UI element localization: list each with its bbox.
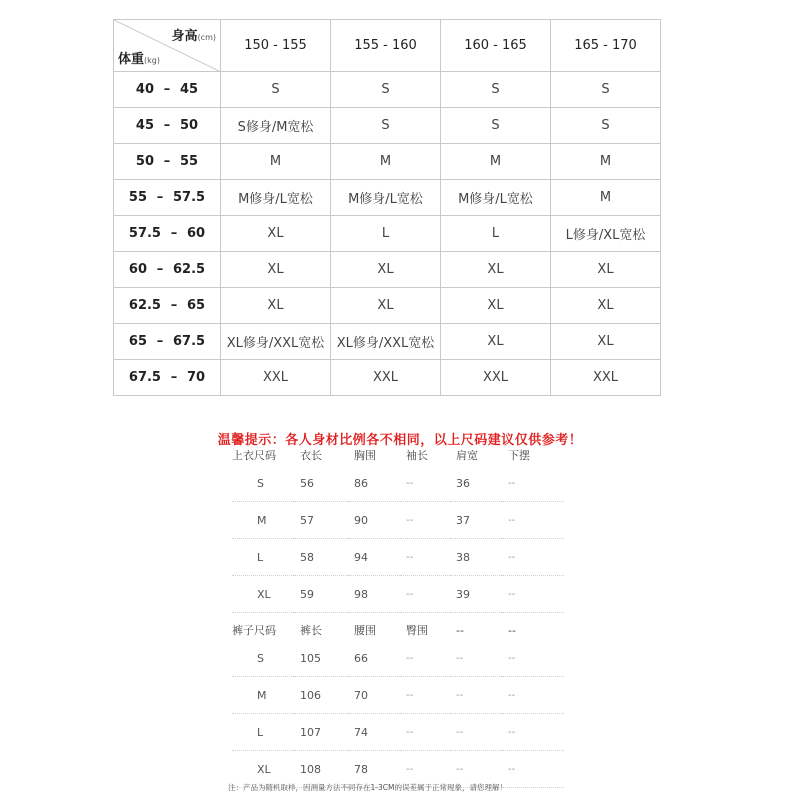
measurement-value: 105 xyxy=(294,640,348,677)
size-cell: S xyxy=(441,72,551,108)
measurement-header: 上衣尺码 xyxy=(232,449,276,462)
measurement-value: -- xyxy=(400,751,450,788)
size-cell: XXL xyxy=(551,360,661,396)
weight-to: 65 xyxy=(186,298,206,313)
size-cell: XL xyxy=(221,288,331,324)
grid-row xyxy=(114,180,661,216)
measurement-header: 腰围 xyxy=(354,624,376,637)
measurement-value: -- xyxy=(400,502,450,539)
height-range-header: 160 - 165 xyxy=(441,20,551,72)
measurement-value: 106 xyxy=(294,677,348,714)
measurement-value: -- xyxy=(502,714,564,751)
size-cell: M xyxy=(551,144,661,180)
weight-to: 67.5 xyxy=(173,334,206,349)
measurement-value: 78 xyxy=(348,751,400,788)
size-label: L xyxy=(232,714,294,751)
size-cell: M修身/L宽松 xyxy=(221,180,331,216)
weight-from: 67.5 xyxy=(128,370,161,385)
weight-to: 57.5 xyxy=(173,190,206,205)
size-cell: XXL xyxy=(331,360,441,396)
weight-to: 45 xyxy=(180,82,199,97)
size-cell: S xyxy=(551,108,661,144)
measurement-value: 86 xyxy=(348,465,400,502)
measurement-header: 胸围 xyxy=(354,449,376,462)
measurement-value: -- xyxy=(450,714,502,751)
size-cell: XL xyxy=(441,288,551,324)
size-cell: L修身/XL宽松 xyxy=(551,216,661,252)
size-cell: XL xyxy=(551,252,661,288)
measurement-header-row xyxy=(232,445,564,465)
size-recommendation-grid xyxy=(113,19,661,396)
size-cell: S xyxy=(331,72,441,108)
measurement-value: -- xyxy=(400,640,450,677)
grid-row xyxy=(114,216,661,252)
weight-range-cell xyxy=(114,144,221,180)
measurement-header: 裤长 xyxy=(300,624,322,637)
measurement-value: -- xyxy=(400,465,450,502)
measurement-value: -- xyxy=(400,714,450,751)
measurement-value: -- xyxy=(400,576,450,613)
range-separator: – xyxy=(156,334,164,349)
measurement-value: 94 xyxy=(348,539,400,576)
size-cell: S xyxy=(441,108,551,144)
measurement-value: -- xyxy=(502,465,564,502)
size-cell: S xyxy=(551,72,661,108)
size-cell: M xyxy=(221,144,331,180)
measurement-note: 注：产品为随机取样，因测量方法不同存在1-3CM的误差属于正常现象，请您理解！ xyxy=(228,783,507,792)
measurement-header: 下摆 xyxy=(508,449,530,462)
measurement-value: -- xyxy=(502,576,564,613)
weight-axis-label: 体重(kg) xyxy=(118,52,160,67)
weight-from: 65 xyxy=(128,334,147,349)
size-cell: XL xyxy=(331,288,441,324)
height-range-header: 155 - 160 xyxy=(331,20,441,72)
measurement-row xyxy=(232,502,564,539)
weight-to: 50 xyxy=(180,118,199,133)
size-cell: XL修身/XXL宽松 xyxy=(221,324,331,360)
grid-row xyxy=(114,288,661,324)
measurement-value: -- xyxy=(502,751,564,788)
measurement-header: 裤子尺码 xyxy=(232,624,276,637)
measurement-value: 56 xyxy=(294,465,348,502)
measurement-value: -- xyxy=(450,677,502,714)
range-separator: – xyxy=(163,154,171,169)
size-label: S xyxy=(232,640,294,677)
grid-row xyxy=(114,252,661,288)
range-separator: – xyxy=(170,370,178,385)
weight-from: 50 xyxy=(135,154,154,169)
size-label: L xyxy=(232,539,294,576)
size-label: S xyxy=(232,465,294,502)
weight-from: 45 xyxy=(135,118,154,133)
weight-range-cell xyxy=(114,72,221,108)
measurement-value: 98 xyxy=(348,576,400,613)
weight-from: 40 xyxy=(135,82,154,97)
height-range-header: 150 - 155 xyxy=(221,20,331,72)
measurement-value: -- xyxy=(502,539,564,576)
measurement-value: 59 xyxy=(294,576,348,613)
size-label: M xyxy=(232,502,294,539)
weight-range-cell xyxy=(114,288,221,324)
top-measurement-table xyxy=(232,445,564,613)
measurement-value: -- xyxy=(450,751,502,788)
range-separator: – xyxy=(163,82,171,97)
grid-row xyxy=(114,360,661,396)
height-axis-label: 身高(cm) xyxy=(171,29,216,44)
grid-row xyxy=(114,72,661,108)
weight-range-cell xyxy=(114,252,221,288)
size-cell: XL xyxy=(221,252,331,288)
measurement-value: -- xyxy=(400,539,450,576)
measurement-value: 74 xyxy=(348,714,400,751)
measurement-value: 107 xyxy=(294,714,348,751)
weight-range-cell xyxy=(114,324,221,360)
measurement-value: 38 xyxy=(450,539,502,576)
measurement-row xyxy=(232,465,564,502)
measurement-header: 衣长 xyxy=(300,449,322,462)
weight-from: 62.5 xyxy=(128,298,161,313)
measurement-value: 57 xyxy=(294,502,348,539)
measurement-header: -- xyxy=(508,623,516,637)
size-cell: XL xyxy=(441,252,551,288)
measurement-value: 58 xyxy=(294,539,348,576)
measurement-value: 39 xyxy=(450,576,502,613)
height-range-header: 165 - 170 xyxy=(551,20,661,72)
range-separator: – xyxy=(170,226,178,241)
measurement-row xyxy=(232,640,564,677)
weight-to: 60 xyxy=(186,226,206,241)
size-cell: XL xyxy=(441,324,551,360)
weight-to: 55 xyxy=(180,154,199,169)
size-label: XL xyxy=(232,576,294,613)
pants-measurement-table xyxy=(232,620,564,788)
size-cell: M xyxy=(441,144,551,180)
size-cell: XL xyxy=(551,324,661,360)
measurement-header: -- xyxy=(456,623,464,637)
grid-row xyxy=(114,324,661,360)
warm-tip: 温馨提示：各人身材比例各不相同，以上尺码建议仅供参考！ xyxy=(217,433,583,448)
grid-row xyxy=(114,108,661,144)
size-cell: M xyxy=(551,180,661,216)
weight-from: 55 xyxy=(128,190,147,205)
weight-from: 57.5 xyxy=(128,226,161,241)
measurement-header: 肩宽 xyxy=(456,449,478,462)
size-cell: S xyxy=(331,108,441,144)
measurement-value: -- xyxy=(400,677,450,714)
grid-row xyxy=(114,144,661,180)
weight-range-cell xyxy=(114,108,221,144)
measurement-value: 90 xyxy=(348,502,400,539)
weight-to: 62.5 xyxy=(173,262,206,277)
measurement-value: -- xyxy=(502,677,564,714)
measurement-value: -- xyxy=(502,640,564,677)
size-cell: XL xyxy=(221,216,331,252)
measurement-value: 108 xyxy=(294,751,348,788)
range-separator: – xyxy=(156,190,164,205)
size-cell: L xyxy=(441,216,551,252)
measurement-header: 袖长 xyxy=(406,449,428,462)
grid-corner-cell xyxy=(114,20,221,72)
size-cell: XL xyxy=(551,288,661,324)
measurement-row xyxy=(232,714,564,751)
weight-range-cell xyxy=(114,180,221,216)
weight-from: 60 xyxy=(128,262,147,277)
measurement-value: 70 xyxy=(348,677,400,714)
weight-range-cell xyxy=(114,216,221,252)
measurement-value: 36 xyxy=(450,465,502,502)
size-cell: L xyxy=(331,216,441,252)
measurement-header-row xyxy=(232,620,564,640)
size-cell: M修身/L宽松 xyxy=(441,180,551,216)
size-cell: S xyxy=(221,72,331,108)
range-separator: – xyxy=(156,262,164,277)
size-cell: S修身/M宽松 xyxy=(221,108,331,144)
weight-range-cell xyxy=(114,360,221,396)
measurement-value: -- xyxy=(502,502,564,539)
measurement-header: 臀围 xyxy=(406,624,428,637)
measurement-value: -- xyxy=(450,640,502,677)
grid-header-row xyxy=(114,20,661,72)
measurement-row xyxy=(232,677,564,714)
size-cell: XL xyxy=(331,252,441,288)
size-cell: XXL xyxy=(441,360,551,396)
measurement-value: 37 xyxy=(450,502,502,539)
range-separator: – xyxy=(170,298,178,313)
measurement-row xyxy=(232,576,564,613)
weight-to: 70 xyxy=(186,370,206,385)
size-cell: M修身/L宽松 xyxy=(331,180,441,216)
size-label: M xyxy=(232,677,294,714)
range-separator: – xyxy=(163,118,171,133)
size-cell: M xyxy=(331,144,441,180)
measurement-value: 66 xyxy=(348,640,400,677)
measurement-row xyxy=(232,539,564,576)
size-cell: XL修身/XXL宽松 xyxy=(331,324,441,360)
size-cell: XXL xyxy=(221,360,331,396)
size-label: XL xyxy=(232,751,294,788)
